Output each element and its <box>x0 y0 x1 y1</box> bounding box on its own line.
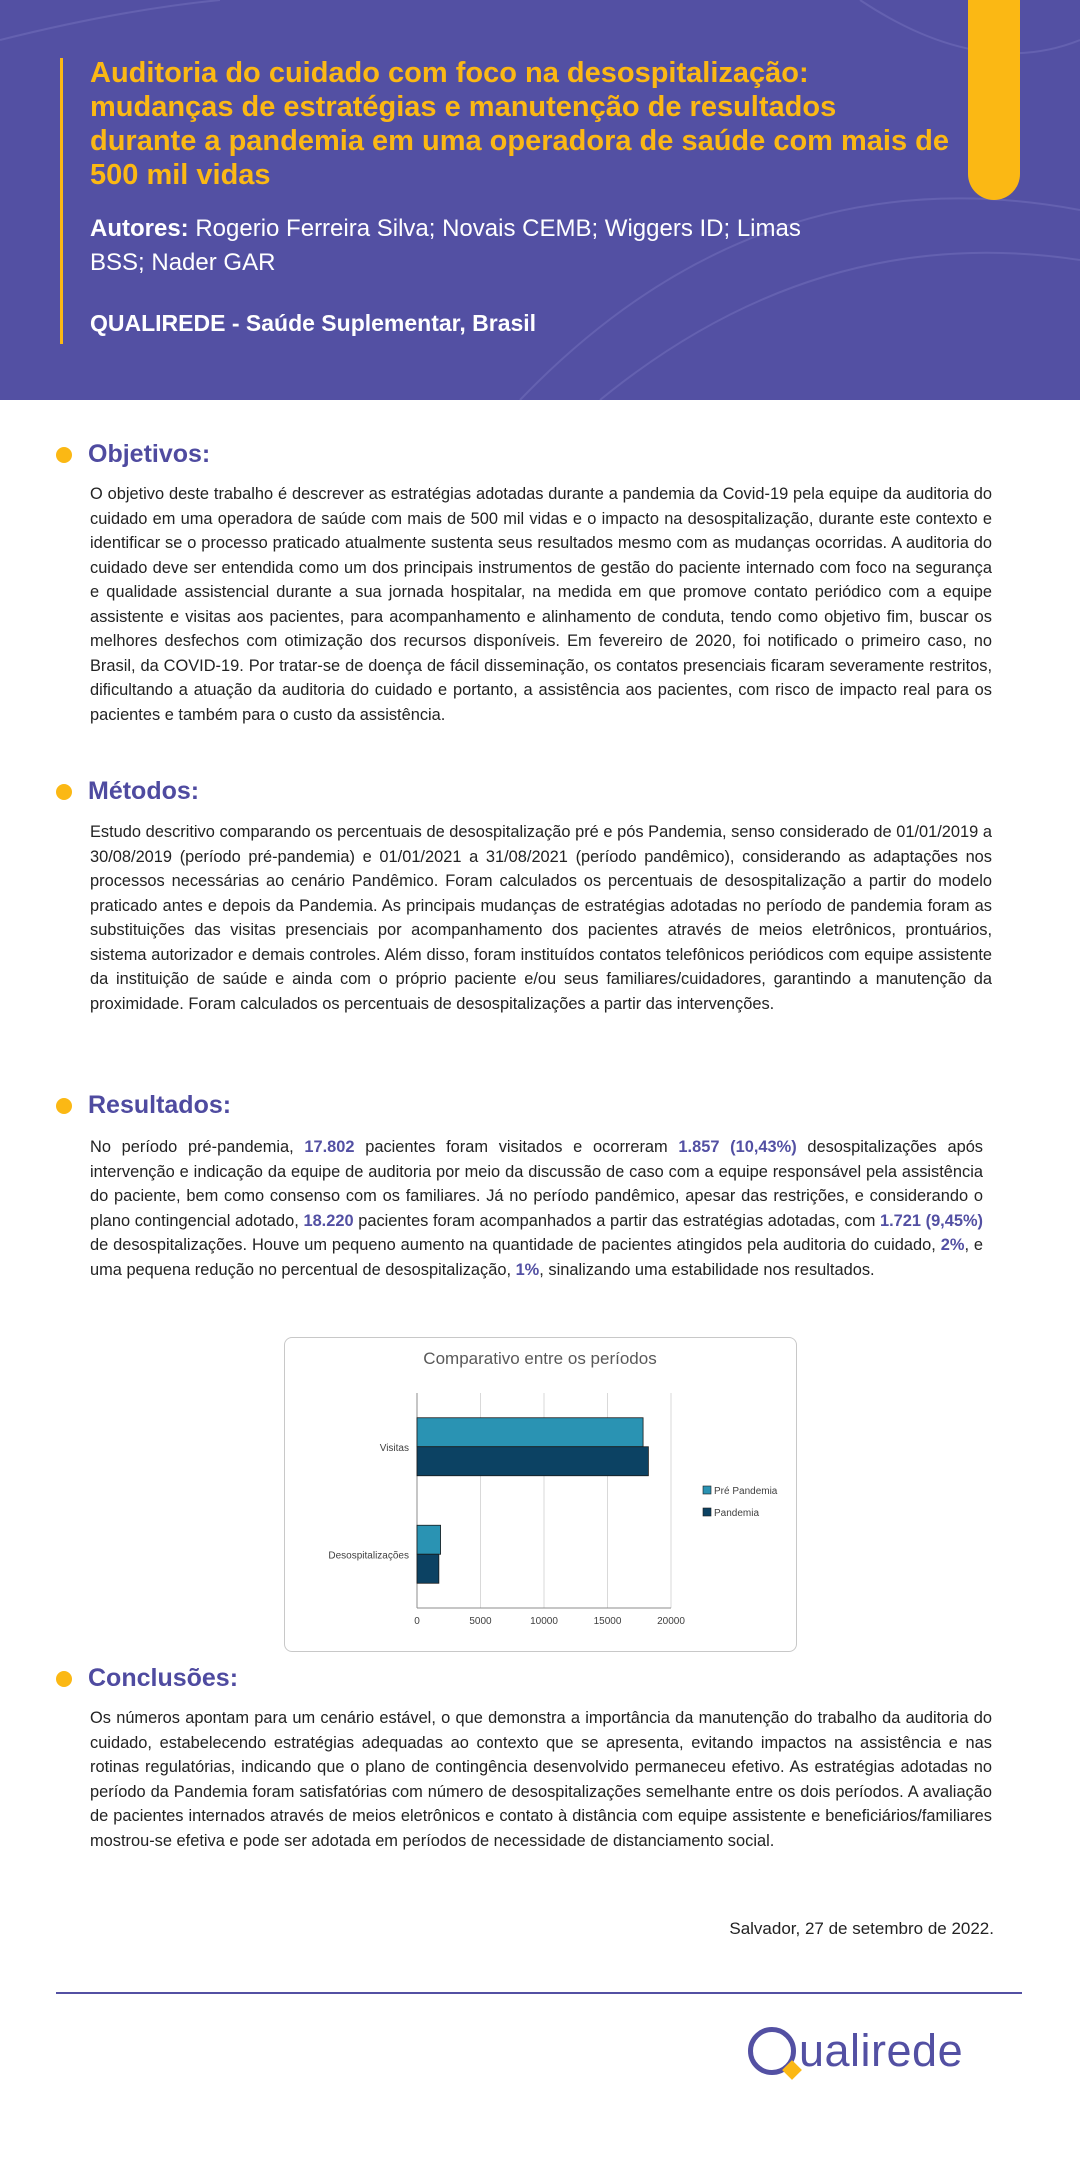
metodos-text: Estudo descritivo comparando os percentuais de desospitalização pré e pós Pandemia, senso considerado de 01/01/2019 a 30/08/2019 (período pré-pandemia) e 01/01/2021 a 31/08/2021 (período pandêmico), considerando as adaptações nos processos necessárias ao cenário Pandêmico. Foram calculados os percentuais de desospitalização a partir do modelo praticado antes e depois da Pandemia. As principais mudanças de estratégias adotadas no período de pandemia foram as substituições das visitas presenciais por acompanhamento dos pacientes através de meios eletrônicos, prontuários, sistema autorizador e demais controles. Além disso, foram instituídos contatos telefônicos periódicos com equipe assistente da instituição de saúde e ainda com o próprio paciente e/ou seus familiares/cuidadores, garantindo a manutenção da proximidade. Foram calculados os percentuais de desospitalizações a partir das intervenções. <box>90 823 992 1013</box>
y-category-label: Visitas <box>379 1442 409 1454</box>
text-run: , sinalizando uma estabilidade nos resultados. <box>539 1260 875 1279</box>
x-tick-label: 0 <box>414 1616 420 1627</box>
authors <box>90 212 810 280</box>
date-location: Salvador, 27 de setembro de 2022. <box>729 1919 994 1938</box>
chart-svg <box>285 1338 796 1651</box>
qualirede-logo <box>748 2015 1008 2087</box>
section-heading: Conclusões: <box>88 1664 239 1692</box>
text-run: pacientes foram visitados e ocorreram <box>354 1138 679 1156</box>
logo-q-mark <box>748 2027 796 2075</box>
legend-label: Pandemia <box>714 1508 760 1519</box>
y-category-label: Desospitalizações <box>328 1550 409 1562</box>
text-run: de desospitalizações. Houve um pequeno aumento na quantidade de pacientes atingidos pela auditoria do cuidado, <box>90 1236 941 1254</box>
footer-divider <box>56 1992 1022 1994</box>
section-conclusoes <box>56 1664 238 1693</box>
bar-pre-pandemia <box>417 1525 441 1554</box>
highlight-value: 1% <box>515 1260 540 1279</box>
text-run: No período pré-pandemia, <box>90 1138 305 1156</box>
chart-title: Comparativo entre os períodos <box>423 1349 657 1368</box>
header-rule <box>60 58 63 344</box>
x-tick-label: 5000 <box>469 1616 492 1627</box>
legend-label: Pré Pandemia <box>714 1486 778 1497</box>
section-objetivos <box>56 440 210 469</box>
comparison-chart <box>284 1337 797 1652</box>
highlight-value: 17.802 <box>304 1138 355 1156</box>
bullet-dot <box>56 1671 72 1687</box>
legend-swatch <box>703 1486 711 1494</box>
text-run: , e uma pequena redução no percentual de desospitalização, <box>90 1236 983 1279</box>
institution: QUALIREDE - Saúde Suplementar, Brasil <box>90 310 537 336</box>
text-run: desospitalizações após intervenção e indicação da equipe de auditoria por meio da discussão de caso com a equipe responsável pela assistência do paciente, bem como consenso com os familiares. Já no período pandêmico, apesar das restrições, e considerando o plano contingencial adotado, <box>90 1138 983 1230</box>
section-heading: Objetivos: <box>88 440 211 468</box>
highlight-value: 1.721 (9,45%) <box>879 1211 983 1230</box>
conclusoes-text: Os números apontam para um cenário estável, o que demonstra a importância da manutenção do trabalho da auditoria do cuidado, estabelecendo estratégias adequadas ao contexto que se apresenta, evitando impactos na assistência e nas rotinas regulatórias, indicando que o plano de contingência desenvolvido permaneceu efetivo. As estratégias adotadas no período da Pandemia foram satisfatórias com número de desospitalizações semelhante entre os dois períodos. A avaliação de pacientes internados através de meios eletrônicos e contato à distância com equipe assistente e beneficiários/familiares mostrou-se efetiva e pode ser adotada em períodos de necessidade de distanciamento social. <box>90 1709 992 1850</box>
authors-label: Autores: <box>90 215 189 242</box>
header-banner <box>0 0 1080 400</box>
highlight-value: 2% <box>940 1236 965 1254</box>
x-tick-label: 10000 <box>530 1616 558 1627</box>
section-heading: Resultados: <box>88 1091 232 1119</box>
x-tick-label: 15000 <box>593 1616 622 1627</box>
highlight-value: 18.220 <box>303 1211 354 1230</box>
section-heading: Métodos: <box>88 777 200 805</box>
highlight-value: 1.857 (10,43%) <box>678 1138 797 1156</box>
authors-names: Rogerio Ferreira Silva; Novais CEMB; Wiggers ID; Limas BSS; Nader GAR <box>90 215 801 276</box>
bullet-dot <box>56 447 72 463</box>
bullet-dot <box>56 1098 72 1114</box>
bullet-dot <box>56 784 72 800</box>
poster-title: Auditoria do cuidado com foco na desospitalização: mudanças de estratégias e manutenção de resultados durante a pandemia em uma operadora de saúde com mais de 500 mil vidas <box>90 57 949 191</box>
objetivos-text: O objetivo deste trabalho é descrever as estratégias adotadas durante a pandemia da Covid-19 pela equipe da auditoria do cuidado em uma operadora de saúde com mais de 500 mil vidas e o impacto na desospitalização, durante este contexto e identificar se o processo praticado atualmente sustenta seus resultados mesmo com as mudanças ocorridas. A auditoria do cuidado deve ser entendida como um dos principais instrumentos de gestão do paciente internado com foco na segurança e qualidade assistencial durante a sua jornada hospitalar, na medida em que promove contato periódico com a equipe assistente e visitas aos pacientes, para acompanhamento e alinhamento de conduta, tendo como objetivo fim, buscar os melhores desfechos com otimização dos recursos disponíveis. Em fevereiro de 2020, foi notificado o primeiro caso, no Brasil, da COVID-19. Por tratar-se de doença de fácil disseminação, os contatos presenciais ficaram severamente restritos, dificultando a atuação da auditoria do cuidado e portanto, a assistência aos pacientes, com risco de impacto real para os pacientes e também para o custo da assistência. <box>90 485 992 724</box>
section-resultados <box>56 1091 231 1120</box>
resultados-text <box>90 1135 983 1282</box>
text-run: pacientes foram acompanhados a partir das estratégias adotadas, com <box>353 1211 880 1230</box>
bar-pre-pandemia <box>417 1418 643 1447</box>
section-metodos <box>56 777 199 806</box>
bar-pandemia <box>417 1447 648 1476</box>
accent-pill <box>968 0 1020 200</box>
logo-wordmark: ualirede <box>799 2025 964 2076</box>
legend-swatch <box>703 1508 711 1516</box>
x-tick-label: 20000 <box>657 1616 685 1627</box>
bar-pandemia <box>417 1554 439 1583</box>
